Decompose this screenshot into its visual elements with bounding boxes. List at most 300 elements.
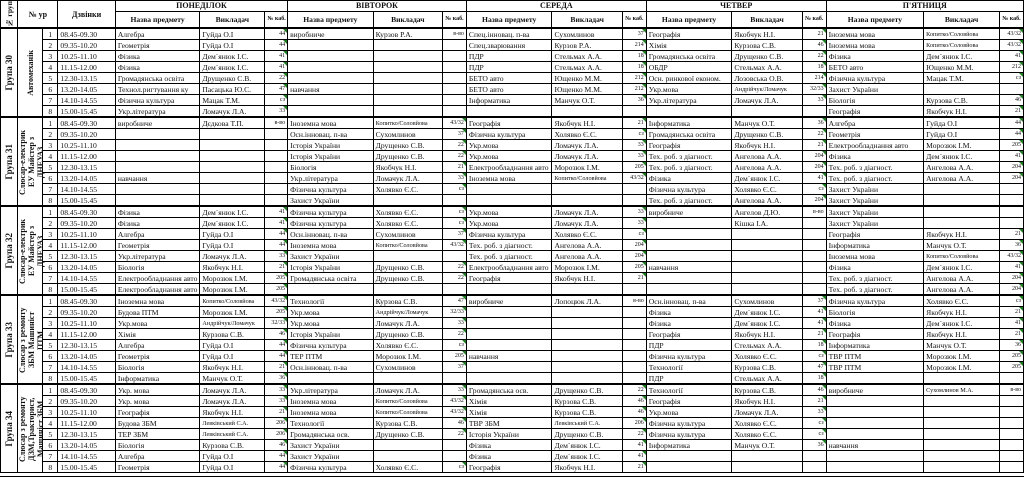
teacher-cell-wed[interactable] [552, 362, 622, 373]
subject-cell-mon[interactable]: Геометрія [115, 240, 200, 251]
room-cell-wed[interactable] [622, 184, 646, 195]
subject-cell-fri[interactable]: Захист України [826, 184, 924, 195]
subject-cell-mon[interactable]: Фізика [115, 62, 200, 73]
subject-cell-fri[interactable]: Іноземна мова [826, 28, 924, 40]
teacher-cell-mon[interactable] [200, 151, 265, 162]
subject-cell-fri[interactable]: Геометрія [826, 129, 924, 140]
room-cell-wed[interactable]: 204 [622, 251, 646, 262]
room-cell-fri[interactable] [999, 440, 1023, 451]
teacher-cell-wed[interactable]: Копитко/Соловйова [552, 173, 622, 184]
teacher-cell-fri[interactable] [924, 396, 1000, 407]
subject-cell-thu[interactable]: Тех. роб. з діагност. [646, 162, 732, 173]
subject-cell-wed[interactable] [466, 195, 552, 207]
subject-cell-wed[interactable]: Спец.зварювання [466, 40, 552, 51]
teacher-cell-wed[interactable] [552, 340, 622, 351]
teacher-cell-tue[interactable]: Друщенко С.В. [373, 262, 442, 273]
room-cell-mon[interactable]: 33 [265, 384, 288, 396]
subject-cell-thu[interactable]: виробниче [646, 206, 732, 218]
room-cell-thu[interactable]: 214 [802, 73, 826, 84]
teacher-cell-wed[interactable]: Ломачук Л.А. [552, 151, 622, 162]
teacher-cell-mon[interactable]: Друщенко С.В. [200, 73, 265, 84]
subject-cell-tue[interactable]: Укр.література [288, 384, 374, 396]
teacher-cell-fri[interactable] [924, 418, 1000, 429]
subject-cell-thu[interactable]: Технології [646, 384, 732, 396]
room-cell-fri[interactable]: 21 [999, 307, 1023, 318]
teacher-cell-mon[interactable]: Морозюк І.М. [200, 284, 265, 296]
room-cell-wed[interactable]: 43/32 [622, 173, 646, 184]
teacher-cell-wed[interactable] [552, 106, 622, 118]
room-cell-wed[interactable]: 21 [622, 117, 646, 129]
subject-cell-thu[interactable]: Фізична культура [646, 351, 732, 362]
subject-cell-tue[interactable]: Іноземна мова [288, 396, 374, 407]
subject-cell-fri[interactable]: Електрообладнання авто [826, 140, 924, 151]
teacher-cell-mon[interactable]: Ломачук Л.А. [200, 251, 265, 262]
room-cell-tue[interactable] [443, 51, 467, 62]
teacher-cell-tue[interactable]: Сухомлинов [373, 362, 442, 373]
teacher-cell-mon[interactable]: Дем`янюк І.С. [200, 206, 265, 218]
teacher-cell-tue[interactable] [373, 84, 442, 95]
subject-cell-fri[interactable]: Географія [826, 106, 924, 118]
room-cell-thu[interactable]: 22 [802, 129, 826, 140]
teacher-cell-tue[interactable]: Курзова С.В. [373, 295, 442, 307]
subject-cell-thu[interactable]: Громадянська освіта [646, 129, 732, 140]
teacher-cell-fri[interactable]: Ангелова А.А. [924, 284, 1000, 296]
teacher-cell-fri[interactable] [924, 462, 1000, 473]
room-cell-mon[interactable]: 206 [265, 429, 288, 440]
teacher-cell-fri[interactable] [924, 429, 1000, 440]
subject-cell-wed[interactable]: Тех. роб. з діагност. [466, 240, 552, 251]
room-cell-tue[interactable]: сз [443, 340, 467, 351]
room-cell-wed[interactable]: 18 [622, 62, 646, 73]
room-cell-thu[interactable]: 41 [802, 318, 826, 329]
subject-cell-tue[interactable]: Громадянська освіта [288, 273, 374, 284]
room-cell-thu[interactable]: 204 [802, 195, 826, 207]
subject-cell-fri[interactable]: виробниче [826, 384, 924, 396]
subject-cell-fri[interactable]: БЕТО авто [826, 62, 924, 73]
subject-cell-fri[interactable]: Іноземна мова [826, 40, 924, 51]
room-cell-thu[interactable]: 33 [802, 95, 826, 106]
room-cell-tue[interactable] [443, 40, 467, 51]
subject-cell-mon[interactable]: Укр. мова [115, 384, 200, 396]
room-cell-wed[interactable]: 205 [622, 162, 646, 173]
room-cell-wed[interactable]: в-во [622, 295, 646, 307]
room-cell-tue[interactable] [443, 84, 467, 95]
room-cell-tue[interactable] [443, 195, 467, 207]
room-cell-wed[interactable]: 46 [622, 396, 646, 407]
subject-cell-mon[interactable]: Фізика [115, 51, 200, 62]
subject-cell-mon[interactable]: Біологія [115, 262, 200, 273]
subject-cell-thu[interactable]: Укр.мова [646, 84, 732, 95]
room-cell-mon[interactable]: 41 [265, 51, 288, 62]
teacher-cell-tue[interactable] [373, 451, 442, 462]
subject-cell-mon[interactable]: Укр.література [115, 106, 200, 118]
room-cell-mon[interactable]: 33 [265, 396, 288, 407]
room-cell-mon[interactable] [265, 195, 288, 207]
subject-cell-wed[interactable]: Історія України [466, 429, 552, 440]
teacher-cell-wed[interactable]: Курзова С.В. [552, 407, 622, 418]
teacher-cell-tue[interactable] [373, 73, 442, 84]
subject-cell-mon[interactable]: Електрообладнання авто [115, 273, 200, 284]
teacher-cell-thu[interactable]: Ангелова А.А. [732, 195, 802, 207]
subject-cell-tue[interactable]: Історія України [288, 140, 374, 151]
subject-cell-fri[interactable] [826, 407, 924, 418]
subject-cell-tue[interactable]: Укр.мова [288, 318, 374, 329]
teacher-cell-mon[interactable]: Гуйда О.І [200, 240, 265, 251]
subject-cell-fri[interactable]: Географія [826, 229, 924, 240]
teacher-cell-wed[interactable]: Холявко Є.С. [552, 229, 622, 240]
subject-cell-fri[interactable]: Фізика [826, 151, 924, 162]
teacher-cell-thu[interactable]: Манчук О.Т. [732, 117, 802, 129]
subject-cell-tue[interactable]: Іноземна мова [288, 117, 374, 129]
subject-cell-thu[interactable]: Укр.мова [646, 407, 732, 418]
teacher-cell-fri[interactable] [924, 218, 1000, 229]
teacher-cell-thu[interactable]: Сухомлинов [732, 295, 802, 307]
room-cell-mon[interactable] [265, 173, 288, 184]
teacher-cell-wed[interactable]: Стельмах А.А. [552, 62, 622, 73]
room-cell-mon[interactable] [265, 184, 288, 195]
teacher-cell-thu[interactable] [732, 229, 802, 240]
teacher-cell-mon[interactable]: Пасацька Ю.С. [200, 84, 265, 95]
teacher-cell-thu[interactable]: Друщенко С.В. [732, 51, 802, 62]
room-cell-fri[interactable]: 205 [999, 362, 1023, 373]
subject-cell-wed[interactable] [466, 184, 552, 195]
teacher-cell-wed[interactable]: Ангелова А.А. [552, 251, 622, 262]
subject-cell-mon[interactable]: навчання [115, 173, 200, 184]
subject-cell-fri[interactable] [826, 429, 924, 440]
subject-cell-fri[interactable]: Захист України [826, 218, 924, 229]
teacher-cell-mon[interactable]: Дем`янюк І.С. [200, 62, 265, 73]
room-cell-tue[interactable]: 33 [443, 384, 467, 396]
subject-cell-wed[interactable]: Географія [466, 462, 552, 473]
teacher-cell-thu[interactable]: Ангелова А.А. [732, 151, 802, 162]
teacher-cell-thu[interactable] [732, 273, 802, 284]
teacher-cell-fri[interactable]: Ангелова А.А. [924, 173, 1000, 184]
subject-cell-thu[interactable] [646, 273, 732, 284]
room-cell-tue[interactable] [443, 106, 467, 118]
subject-cell-tue[interactable]: Захист України [288, 195, 374, 207]
subject-cell-thu[interactable]: Осн. ринкової економ. [646, 73, 732, 84]
subject-cell-fri[interactable]: Біологія [826, 95, 924, 106]
teacher-cell-mon[interactable]: Гуйда О.І [200, 229, 265, 240]
room-cell-mon[interactable]: 205 [265, 307, 288, 318]
subject-cell-thu[interactable]: Географія [646, 140, 732, 151]
teacher-cell-tue[interactable]: Холявко Є.С. [373, 184, 442, 195]
teacher-cell-mon[interactable]: Якобчук Н.І. [200, 407, 265, 418]
teacher-cell-mon[interactable]: Левківський С.А. [200, 429, 265, 440]
subject-cell-tue[interactable]: Історія України [288, 262, 374, 273]
room-cell-mon[interactable]: 41 [265, 218, 288, 229]
teacher-cell-thu[interactable]: Лозовська О.В. [732, 73, 802, 84]
subject-cell-fri[interactable]: Тех. роб. з діагност. [826, 173, 924, 184]
room-cell-thu[interactable]: 32/33 [802, 84, 826, 95]
subject-cell-wed[interactable]: виробниче [466, 295, 552, 307]
room-cell-tue[interactable] [443, 373, 467, 385]
room-cell-wed[interactable]: 36 [622, 95, 646, 106]
room-cell-wed[interactable]: сз [622, 129, 646, 140]
room-cell-wed[interactable]: 206 [622, 418, 646, 429]
subject-cell-wed[interactable]: Хімія [466, 407, 552, 418]
teacher-cell-mon[interactable]: Мацак Т.М. [200, 95, 265, 106]
room-cell-thu[interactable]: 18 [802, 62, 826, 73]
room-cell-mon[interactable]: в-во [265, 117, 288, 129]
subject-cell-mon[interactable] [115, 140, 200, 151]
subject-cell-wed[interactable]: Іноземна мова [466, 173, 552, 184]
teacher-cell-fri[interactable] [924, 206, 1000, 218]
subject-cell-tue[interactable]: Фізична культура [288, 206, 374, 218]
room-cell-tue[interactable]: 37 [443, 129, 467, 140]
subject-cell-thu[interactable] [646, 106, 732, 118]
subject-cell-thu[interactable]: ПДР [646, 340, 732, 351]
subject-cell-thu[interactable] [646, 284, 732, 296]
teacher-cell-mon[interactable] [200, 173, 265, 184]
room-cell-fri[interactable]: сз [999, 73, 1023, 84]
room-cell-thu[interactable]: 21 [802, 329, 826, 340]
room-cell-fri[interactable] [999, 373, 1023, 385]
teacher-cell-fri[interactable] [924, 451, 1000, 462]
subject-cell-thu[interactable]: Осн.інновац. п-ва [646, 295, 732, 307]
teacher-cell-thu[interactable]: Андрійчук/Ломачук [732, 84, 802, 95]
subject-cell-mon[interactable] [115, 129, 200, 140]
teacher-cell-fri[interactable]: Якобчук Н.І. [924, 229, 1000, 240]
teacher-cell-tue[interactable]: Друщенко С.В. [373, 329, 442, 340]
room-cell-fri[interactable] [999, 184, 1023, 195]
teacher-cell-thu[interactable]: Дем`янюк І.С. [732, 173, 802, 184]
room-cell-tue[interactable]: 205 [443, 351, 467, 362]
teacher-cell-wed[interactable]: Сухомлинов [552, 28, 622, 40]
subject-cell-wed[interactable]: Фізика [466, 440, 552, 451]
teacher-cell-thu[interactable] [732, 451, 802, 462]
subject-cell-wed[interactable] [466, 362, 552, 373]
room-cell-mon[interactable]: 41 [265, 62, 288, 73]
subject-cell-mon[interactable]: Укр. мова [115, 396, 200, 407]
subject-cell-tue[interactable]: Технології [288, 295, 374, 307]
teacher-cell-tue[interactable] [373, 40, 442, 51]
subject-cell-mon[interactable]: Геометрія [115, 351, 200, 362]
room-cell-mon[interactable]: 44 [265, 40, 288, 51]
teacher-cell-wed[interactable]: Ломачук Л.А. [552, 206, 622, 218]
subject-cell-mon[interactable]: Електрообладнання авто [115, 284, 200, 296]
subject-cell-wed[interactable]: Громадянська осв. [466, 384, 552, 396]
room-cell-fri[interactable] [999, 407, 1023, 418]
teacher-cell-wed[interactable] [552, 184, 622, 195]
teacher-cell-wed[interactable]: Дем`янюк І.С. [552, 451, 622, 462]
room-cell-mon[interactable]: 205 [265, 284, 288, 296]
subject-cell-fri[interactable]: Захист України [826, 206, 924, 218]
subject-cell-thu[interactable]: Інформатика [646, 440, 732, 451]
teacher-cell-tue[interactable]: Морозюк І.М. [373, 351, 442, 362]
subject-cell-tue[interactable]: ТЕР ПТМ [288, 351, 374, 362]
subject-cell-wed[interactable] [466, 373, 552, 385]
room-cell-mon[interactable]: сз [265, 95, 288, 106]
teacher-cell-fri[interactable]: Гуйда О.І [924, 117, 1000, 129]
subject-cell-tue[interactable]: Історія України [288, 329, 374, 340]
room-cell-tue[interactable]: 33 [443, 318, 467, 329]
teacher-cell-wed[interactable]: Якобчук Н.І. [552, 273, 622, 284]
room-cell-wed[interactable]: 33 [622, 151, 646, 162]
teacher-cell-wed[interactable] [552, 329, 622, 340]
teacher-cell-fri[interactable]: Ангелова А.А. [924, 162, 1000, 173]
subject-cell-thu[interactable]: Фізична культура [646, 184, 732, 195]
subject-cell-mon[interactable]: Алгебра [115, 340, 200, 351]
subject-cell-mon[interactable]: Алгебра [115, 28, 200, 40]
room-cell-mon[interactable]: 44 [265, 462, 288, 473]
subject-cell-wed[interactable]: Укр.мова [466, 140, 552, 151]
room-cell-wed[interactable]: 22 [622, 384, 646, 396]
subject-cell-thu[interactable]: Тех. роб. з діагност. [646, 195, 732, 207]
subject-cell-wed[interactable]: Інформатика [466, 95, 552, 106]
room-cell-tue[interactable] [443, 62, 467, 73]
subject-cell-mon[interactable]: Будова ЗБМ [115, 418, 200, 429]
teacher-cell-wed[interactable]: Холявко Є.С. [552, 129, 622, 140]
room-cell-thu[interactable] [802, 262, 826, 273]
subject-cell-thu[interactable]: Фізична культура [646, 418, 732, 429]
room-cell-thu[interactable] [802, 106, 826, 118]
room-cell-wed[interactable]: 41 [622, 440, 646, 451]
subject-cell-tue[interactable]: Історія України [288, 151, 374, 162]
subject-cell-mon[interactable] [115, 162, 200, 173]
teacher-cell-wed[interactable]: Ющенко М.М. [552, 84, 622, 95]
room-cell-mon[interactable]: 47 [265, 84, 288, 95]
subject-cell-tue[interactable] [288, 373, 374, 385]
room-cell-thu[interactable] [802, 251, 826, 262]
subject-cell-tue[interactable]: Укр.література [288, 173, 374, 184]
room-cell-fri[interactable]: 204 [999, 284, 1023, 296]
room-cell-thu[interactable]: 204 [802, 151, 826, 162]
room-cell-wed[interactable]: 204 [622, 240, 646, 251]
room-cell-thu[interactable]: 21 [802, 140, 826, 151]
subject-cell-tue[interactable]: Фізична культура [288, 462, 374, 473]
teacher-cell-thu[interactable]: Дем`янюк І.С. [732, 318, 802, 329]
subject-cell-mon[interactable]: Фізична культура [115, 95, 200, 106]
teacher-cell-wed[interactable]: Якобчук Н.І. [552, 117, 622, 129]
teacher-cell-fri[interactable]: Копитко/Соловйова [924, 40, 1000, 51]
room-cell-thu[interactable] [802, 451, 826, 462]
teacher-cell-thu[interactable]: Курзова С.В. [732, 362, 802, 373]
subject-cell-fri[interactable] [826, 373, 924, 385]
teacher-cell-mon[interactable]: Гуйда О.І [200, 340, 265, 351]
room-cell-fri[interactable] [999, 195, 1023, 207]
subject-cell-fri[interactable]: Географія [826, 329, 924, 340]
room-cell-mon[interactable]: 33 [265, 251, 288, 262]
subject-cell-fri[interactable]: Іноземна мова [826, 251, 924, 262]
room-cell-thu[interactable]: 41 [802, 173, 826, 184]
teacher-cell-wed[interactable]: Морозюк І.М. [552, 162, 622, 173]
subject-cell-mon[interactable]: Укр.мова [115, 318, 200, 329]
subject-cell-wed[interactable]: Фізика [466, 451, 552, 462]
subject-cell-tue[interactable] [288, 40, 374, 51]
room-cell-tue[interactable]: 32/33 [443, 307, 467, 318]
room-cell-mon[interactable]: 43/32 [265, 295, 288, 307]
subject-cell-thu[interactable] [646, 240, 732, 251]
room-cell-wed[interactable]: 22 [622, 429, 646, 440]
subject-cell-fri[interactable] [826, 451, 924, 462]
teacher-cell-wed[interactable]: Якобчук Н.І. [552, 462, 622, 473]
room-cell-mon[interactable]: 44 [265, 240, 288, 251]
teacher-cell-tue[interactable] [373, 195, 442, 207]
room-cell-tue[interactable]: сз [443, 462, 467, 473]
subject-cell-wed[interactable]: Укр.мова [466, 151, 552, 162]
subject-cell-thu[interactable]: Географія [646, 329, 732, 340]
subject-cell-thu[interactable]: Географія [646, 28, 732, 40]
subject-cell-mon[interactable]: Алгебра [115, 451, 200, 462]
teacher-cell-tue[interactable] [373, 251, 442, 262]
teacher-cell-tue[interactable]: Курзова С.В. [373, 418, 442, 429]
subject-cell-tue[interactable] [288, 73, 374, 84]
teacher-cell-tue[interactable]: Якобчук Н.І. [373, 162, 442, 173]
subject-cell-tue[interactable] [288, 62, 374, 73]
room-cell-mon[interactable]: 206 [265, 418, 288, 429]
teacher-cell-thu[interactable]: Якобчук Н.І. [732, 329, 802, 340]
subject-cell-tue[interactable]: Захист України [288, 440, 374, 451]
subject-cell-mon[interactable]: Іноземна мова [115, 295, 200, 307]
subject-cell-mon[interactable]: Технол.ригтування ку [115, 84, 200, 95]
room-cell-tue[interactable]: 22 [443, 429, 467, 440]
subject-cell-fri[interactable]: Біологія [826, 307, 924, 318]
subject-cell-tue[interactable] [288, 95, 374, 106]
subject-cell-thu[interactable]: Укр.література [646, 95, 732, 106]
room-cell-tue[interactable] [443, 284, 467, 296]
room-cell-wed[interactable] [622, 329, 646, 340]
subject-cell-wed[interactable]: Електрообладнання авто [466, 162, 552, 173]
subject-cell-tue[interactable] [288, 51, 374, 62]
subject-cell-fri[interactable] [826, 396, 924, 407]
room-cell-wed[interactable]: 41 [622, 451, 646, 462]
teacher-cell-thu[interactable]: Кішка І.А. [732, 218, 802, 229]
teacher-cell-fri[interactable]: Копитко/Соловйова [924, 251, 1000, 262]
teacher-cell-thu[interactable]: Манчук О.Т. [732, 440, 802, 451]
teacher-cell-tue[interactable]: Копитко/Соловйова [373, 117, 442, 129]
room-cell-tue[interactable]: 43/32 [443, 117, 467, 129]
teacher-cell-thu[interactable]: Якобчук Н.І. [732, 396, 802, 407]
room-cell-wed[interactable] [622, 106, 646, 118]
teacher-cell-fri[interactable]: Сухомлинов М.А. [924, 384, 1000, 396]
teacher-cell-tue[interactable]: Ломачук Л.А. [373, 384, 442, 396]
subject-cell-thu[interactable] [646, 218, 732, 229]
subject-cell-mon[interactable] [115, 195, 200, 207]
subject-cell-tue[interactable]: Громадянська осв. [288, 429, 374, 440]
teacher-cell-thu[interactable]: Стельмах А.А. [732, 340, 802, 351]
room-cell-thu[interactable]: сз [802, 418, 826, 429]
room-cell-fri[interactable]: 43/32 [999, 40, 1023, 51]
subject-cell-thu[interactable]: Фізика [646, 307, 732, 318]
teacher-cell-thu[interactable]: Друщенко С.В. [732, 129, 802, 140]
room-cell-mon[interactable]: 21 [265, 262, 288, 273]
teacher-cell-thu[interactable] [732, 251, 802, 262]
room-cell-wed[interactable]: 46 [622, 407, 646, 418]
subject-cell-tue[interactable]: Фізична культура [288, 184, 374, 195]
teacher-cell-mon[interactable]: Курзова С.В. [200, 329, 265, 340]
teacher-cell-tue[interactable]: Холявко Є.С. [373, 206, 442, 218]
teacher-cell-fri[interactable]: Якобчук Н.І. [924, 329, 1000, 340]
room-cell-fri[interactable]: 204 [999, 273, 1023, 284]
subject-cell-thu[interactable]: Хімія [646, 40, 732, 51]
teacher-cell-thu[interactable]: Холявко Є.С. [732, 429, 802, 440]
room-cell-mon[interactable]: 205 [265, 273, 288, 284]
room-cell-wed[interactable]: сз [622, 229, 646, 240]
subject-cell-thu[interactable]: Географія [646, 396, 732, 407]
teacher-cell-wed[interactable] [552, 373, 622, 385]
subject-cell-fri[interactable]: Фізична культура [826, 295, 924, 307]
subject-cell-thu[interactable]: Технології [646, 362, 732, 373]
subject-cell-mon[interactable]: Фізика [115, 206, 200, 218]
room-cell-fri[interactable]: 43/32 [999, 251, 1023, 262]
room-cell-fri[interactable] [999, 418, 1023, 429]
subject-cell-wed[interactable]: Електрообладнання авто [466, 262, 552, 273]
subject-cell-wed[interactable] [466, 106, 552, 118]
room-cell-fri[interactable]: 41 [999, 51, 1023, 62]
subject-cell-fri[interactable]: Тех. роб. з діагност. [826, 284, 924, 296]
room-cell-tue[interactable]: 37 [443, 229, 467, 240]
